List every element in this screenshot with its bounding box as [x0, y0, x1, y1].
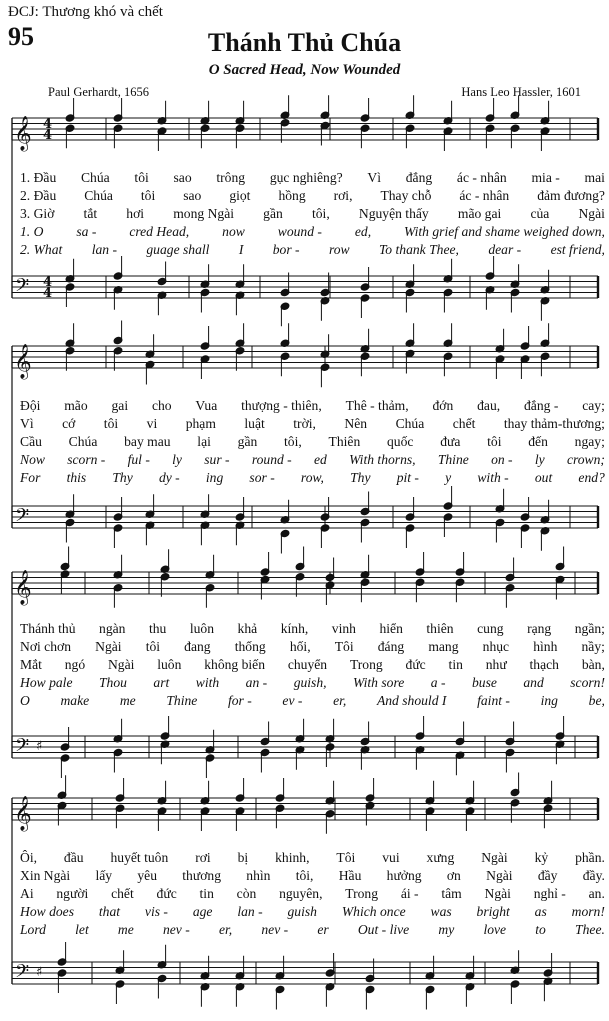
lyric-syllable: lại: [197, 434, 211, 449]
lyric-syllable: vinh: [331, 621, 356, 636]
lyric-syllable: With thorns,: [349, 452, 416, 467]
lyric-syllable: đang: [184, 639, 211, 654]
lyric-syllable: tôi,: [311, 206, 330, 221]
lyric-syllable: hơi: [126, 206, 145, 221]
lyric-syllable: bor -: [272, 242, 300, 257]
lyric-syllable: guish,: [293, 675, 327, 690]
author-credit: Paul Gerhardt, 1656: [48, 85, 150, 99]
lyric-syllable: thay thảm-thương;: [503, 416, 605, 431]
lyric-syllable: Chúa: [395, 416, 425, 431]
lyric-syllable: thu: [148, 621, 167, 636]
lyric-syllable: tôi: [145, 639, 161, 654]
lyric-syllable: rơi: [195, 850, 211, 865]
lyric-syllable: Nơi chơn: [20, 639, 71, 654]
lyric-syllable: Which once: [341, 904, 406, 919]
lyric-syllable: ing: [205, 470, 224, 485]
lyric-syllable: Chúa: [80, 170, 110, 185]
lyric-syllable: est friend,: [550, 242, 605, 257]
lyric-syllable: nghỉ -: [533, 886, 566, 901]
lyric-syllable: chuyển: [287, 657, 328, 672]
lyric-syllable: er,: [333, 693, 347, 708]
time-signature-bottom: 4: [43, 286, 53, 301]
lyric-syllable: row: [328, 242, 350, 257]
treble-clef-icon: 𝄞: [14, 116, 32, 151]
lyric-syllable: đắng: [405, 170, 433, 185]
lyric-syllable: Vì: [367, 170, 381, 185]
lyric-syllable: Ngài: [578, 206, 605, 221]
lyric-syllable: khả: [237, 621, 258, 636]
lyric-syllable: let: [75, 922, 89, 937]
lyric-syllable: crown;: [566, 452, 605, 467]
lyric-syllable: dy -: [158, 470, 180, 485]
lyric-syllable: Tôi: [334, 639, 354, 654]
lyric-syllable: ing: [540, 693, 558, 708]
lyric-syllable: đưa: [440, 434, 461, 449]
lyric-syllable: đầy.: [582, 868, 605, 883]
lyric-syllable: O: [20, 693, 30, 708]
lyric-syllable: mia -: [531, 170, 560, 185]
lyric-syllable: thiên: [426, 621, 454, 636]
lyric-syllable: scorn!: [570, 675, 605, 690]
lyric-syllable: nguyên,: [279, 886, 323, 901]
lyric-syllable: tôi,: [295, 868, 314, 883]
lyric-syllable: Ngài: [481, 850, 508, 865]
lyric-syllable: Ôi,: [20, 850, 37, 865]
time-signature-top: 4: [43, 117, 53, 132]
lyric-syllable: morn!: [571, 904, 605, 919]
lyric-syllable: bị: [237, 850, 249, 865]
bass-clef-icon: 𝄢: [15, 275, 30, 301]
lyric-syllable: Cầu: [20, 434, 42, 449]
lyric-syllable: Chúa: [68, 434, 98, 449]
lyric-syllable: vis -: [144, 904, 168, 919]
treble-clef-icon: 𝄞: [14, 796, 32, 831]
lyric-syllable: Mắt: [20, 657, 42, 672]
lyric-syllable: Trong: [349, 657, 383, 672]
lyric-syllable: đầy: [537, 868, 558, 883]
lyric-syllable: trời,: [293, 416, 316, 431]
lyric-syllable: pit -: [396, 470, 419, 485]
lyric-syllable: vui: [382, 850, 400, 865]
lyric-syllable: tâm: [441, 886, 462, 901]
lyric-syllable: cho: [151, 398, 172, 413]
lyric-syllable: Vì: [20, 416, 34, 431]
lyric-syllable: nầy;: [581, 639, 605, 654]
sharp-icon: ♯: [36, 739, 43, 754]
lyric-syllable: with -: [477, 470, 509, 485]
lyric-syllable: thống: [234, 639, 266, 654]
lyric-syllable: phạm: [185, 416, 216, 431]
lyric-syllable: hồng: [278, 188, 306, 203]
lyric-syllable: tin: [199, 886, 214, 901]
lyric-syllable: make: [60, 693, 90, 708]
lyric-syllable: out: [534, 470, 553, 485]
lyric-syllable: rạng: [527, 621, 552, 636]
lyric-line: [20, 470, 605, 486]
bass-clef-icon: 𝄢: [15, 735, 30, 761]
lyric-syllable: Đội: [20, 398, 41, 413]
lyric-syllable: nev -: [261, 922, 289, 937]
lyric-syllable: ơn: [446, 868, 461, 883]
lyric-syllable: bay mau: [124, 434, 171, 449]
lyric-line: [20, 398, 605, 414]
lyric-line: [20, 224, 605, 240]
lyric-syllable: sur -: [204, 452, 230, 467]
lyric-syllable: ly: [172, 452, 182, 467]
treble-staff: [12, 798, 598, 820]
lyric-syllable: tôi: [103, 416, 119, 431]
lyric-syllable: er: [317, 922, 329, 937]
lyric-syllable: ngàn: [99, 621, 126, 636]
lyric-syllable: Ngài: [95, 639, 122, 654]
lyric-syllable: that: [98, 904, 121, 919]
lyric-syllable: huyết tuôn: [110, 850, 169, 865]
lyric-syllable: Vua: [195, 398, 218, 413]
lyric-syllable: tôi: [487, 434, 502, 449]
lyric-syllable: age: [192, 904, 213, 919]
lyric-syllable: 1. O: [20, 224, 44, 239]
lyric-syllable: cred Head,: [129, 224, 190, 239]
lyric-syllable: ed: [313, 452, 327, 467]
lyric-syllable: With sore: [353, 675, 405, 690]
lyric-syllable: my: [438, 922, 455, 937]
lyric-syllable: Thou: [98, 675, 127, 690]
lyric-syllable: hiển: [379, 621, 403, 636]
lyric-syllable: Ngài: [484, 886, 511, 901]
bass-clef-icon: 𝄢: [15, 961, 30, 987]
bass-staff: [12, 276, 598, 298]
lyric-syllable: for -: [227, 693, 252, 708]
lyric-syllable: Thine: [166, 693, 198, 708]
lyric-syllable: kỷ: [534, 850, 549, 865]
lyric-syllable: hối,: [289, 639, 311, 654]
lyric-syllable: đảm đương?: [537, 188, 605, 203]
lyric-syllable: thạch: [529, 657, 559, 672]
lyric-syllable: gục nghiêng?: [269, 170, 343, 185]
lyric-syllable: I: [238, 242, 244, 257]
lyric-syllable: y: [445, 470, 452, 485]
lyric-line: [20, 621, 605, 637]
treble-staff: [12, 346, 598, 368]
lyric-syllable: With grief and shame weighed down,: [404, 224, 605, 239]
lyric-line: [20, 675, 605, 691]
lyric-syllable: an -: [245, 675, 268, 690]
lyric-syllable: cớ: [62, 416, 76, 431]
lyric-syllable: đớn: [432, 398, 454, 413]
lyric-syllable: ác - nhân: [456, 170, 507, 185]
time-signature-top: 4: [43, 275, 53, 290]
lyric-syllable: Trong: [345, 886, 379, 901]
lyric-line: [20, 452, 605, 468]
lyric-syllable: Chúa: [84, 188, 113, 203]
lyric-syllable: 2. What: [20, 242, 63, 257]
lyric-syllable: nhục: [482, 639, 510, 654]
lyric-syllable: thượng - thiên,: [241, 398, 322, 413]
lyric-line: [20, 416, 605, 432]
lyric-syllable: cung: [477, 621, 504, 636]
lyric-syllable: Thine: [437, 452, 469, 467]
lyric-syllable: art: [153, 675, 170, 690]
lyric-line: [20, 886, 605, 902]
lyric-syllable: bright: [476, 904, 510, 919]
lyric-line: [20, 657, 605, 673]
lyric-syllable: 2. Đầu: [20, 188, 57, 203]
lyric-syllable: đầu: [63, 850, 84, 865]
lyric-syllable: To thank Thee,: [379, 242, 459, 257]
lyric-syllable: 3. Giờ: [20, 206, 55, 221]
lyric-syllable: guage shall: [146, 242, 210, 257]
lyric-syllable: luôn: [157, 657, 182, 672]
lyric-syllable: nev -: [162, 922, 190, 937]
lyric-syllable: vi: [146, 416, 158, 431]
lyric-syllable: Thánh thủ: [20, 621, 76, 636]
lyric-syllable: an.: [588, 886, 605, 901]
lyric-syllable: kính,: [280, 621, 309, 636]
lyric-syllable: to: [535, 922, 546, 937]
lyric-syllable: mão gai: [457, 206, 502, 221]
hymn-number: 95: [8, 22, 34, 51]
lyric-syllable: For: [20, 470, 41, 485]
lyric-syllable: And should I: [376, 693, 447, 708]
lyric-syllable: Hầu: [338, 868, 362, 883]
lyric-syllable: tôi: [134, 170, 149, 185]
lyric-syllable: er,: [218, 922, 233, 937]
lyric-line: [20, 434, 605, 450]
lyric-syllable: như: [485, 657, 507, 672]
lyric-syllable: Nguyện thấy: [358, 206, 429, 221]
lyric-syllable: gần: [237, 434, 258, 449]
lyric-line: [20, 868, 605, 884]
lyric-line: [20, 242, 605, 258]
lyric-syllable: đến: [528, 434, 548, 449]
treble-clef-icon: 𝄞: [14, 570, 32, 605]
lyric-syllable: đáng: [377, 639, 405, 654]
lyric-syllable: Ngài: [486, 868, 513, 883]
lyric-syllable: hưởng: [386, 868, 422, 883]
lyric-syllable: guish: [287, 904, 317, 919]
bass-clef-icon: 𝄢: [15, 505, 30, 531]
lyric-syllable: row,: [300, 470, 324, 485]
composer-credit: Hans Leo Hassler, 1601: [461, 85, 581, 99]
lyric-line: [20, 188, 605, 204]
lyric-syllable: me: [119, 693, 136, 708]
lyric-syllable: Out - live: [357, 922, 410, 937]
lyric-syllable: mai: [584, 170, 605, 185]
hymn-subtitle: O Sacred Head, Now Wounded: [208, 62, 401, 78]
lyric-syllable: Thiên: [328, 434, 361, 449]
treble-clef-icon: 𝄞: [14, 344, 32, 379]
lyric-syllable: be,: [588, 693, 605, 708]
lyric-syllable: How pale: [20, 675, 73, 690]
lyric-syllable: buse: [471, 675, 497, 690]
lyric-syllable: ngần;: [574, 621, 605, 636]
lyric-syllable: tin: [448, 657, 463, 672]
lyric-syllable: with: [195, 675, 220, 690]
lyric-syllable: ái -: [400, 886, 419, 901]
lyric-syllable: xưng: [426, 850, 455, 865]
lyric-syllable: mong Ngài: [173, 206, 235, 221]
lyric-syllable: sao: [173, 170, 192, 185]
lyric-syllable: mão: [64, 398, 88, 413]
lyric-syllable: đau,: [477, 398, 501, 413]
lyric-syllable: Thy: [350, 470, 371, 485]
lyric-syllable: chết: [111, 886, 134, 901]
lyric-syllable: faint -: [477, 693, 510, 708]
lyric-syllable: sor -: [249, 470, 275, 485]
lyric-syllable: this: [66, 470, 87, 485]
lyric-syllable: 1. Đầu: [20, 170, 57, 185]
lyric-syllable: ác - nhân: [459, 188, 510, 203]
lyric-syllable: scorn -: [67, 452, 106, 467]
lyric-line: [20, 639, 605, 655]
lyric-syllable: ful -: [127, 452, 150, 467]
lyric-syllable: sa -: [76, 224, 97, 239]
bass-staff: [12, 506, 598, 528]
lyric-syllable: Ai: [20, 886, 34, 901]
lyric-syllable: Thê - thảm,: [345, 398, 409, 413]
lyric-syllable: tôi: [140, 188, 156, 203]
lyric-line: [20, 922, 605, 938]
lyric-syllable: thương: [182, 868, 221, 883]
lyric-syllable: rơi,: [333, 188, 353, 203]
hymn-title: Thánh Thủ Chúa: [207, 28, 402, 57]
lyric-syllable: của: [530, 206, 550, 221]
lyric-syllable: Now: [20, 452, 45, 467]
lyric-syllable: Tôi: [336, 850, 356, 865]
lyric-syllable: Nên: [344, 416, 368, 431]
lyric-syllable: as: [534, 904, 547, 919]
category-label: ĐCJ: Thương khó và chết: [8, 4, 163, 20]
lyric-syllable: was: [430, 904, 452, 919]
lyric-syllable: now: [222, 224, 245, 239]
lyric-syllable: me: [117, 922, 134, 937]
lyric-syllable: tắt: [83, 206, 98, 221]
lyric-syllable: cay;: [582, 398, 605, 413]
treble-staff: [12, 118, 598, 140]
lyric-syllable: love: [483, 922, 507, 937]
lyric-syllable: yêu: [137, 868, 157, 883]
lyric-syllable: luôn: [189, 621, 215, 636]
lyric-syllable: hình: [533, 639, 558, 654]
lyric-syllable: bàn,: [581, 657, 605, 672]
lyric-syllable: đức: [156, 886, 177, 901]
lyric-syllable: and: [523, 675, 544, 690]
lyric-syllable: ngó: [64, 657, 86, 672]
lyric-syllable: sao: [183, 188, 202, 203]
lyric-syllable: trông: [216, 170, 246, 185]
lyric-syllable: Thee.: [575, 922, 605, 937]
lyric-syllable: phần.: [575, 850, 605, 865]
lyric-syllable: người: [56, 886, 89, 901]
lyric-line: [20, 170, 605, 186]
lyric-syllable: dear -: [488, 242, 522, 257]
lyric-syllable: Xin Ngài: [20, 868, 71, 883]
lyric-syllable: gai: [111, 398, 129, 413]
lyric-syllable: chết: [452, 416, 476, 431]
lyric-syllable: Ngài: [107, 657, 135, 672]
lyric-syllable: Lord: [20, 922, 46, 937]
lyric-syllable: tôi,: [284, 434, 302, 449]
lyric-syllable: luật: [244, 416, 265, 431]
lyric-syllable: khinh,: [275, 850, 310, 865]
lyric-line: [20, 850, 605, 866]
lyric-syllable: không biến: [204, 657, 266, 672]
lyric-syllable: lan -: [91, 242, 117, 257]
lyric-syllable: đắng -: [524, 398, 559, 413]
lyric-syllable: on -: [491, 452, 513, 467]
time-signature-bottom: 4: [43, 128, 53, 143]
lyric-line: [20, 206, 605, 222]
lyric-syllable: mang: [428, 639, 459, 654]
lyric-syllable: wound -: [277, 224, 322, 239]
lyric-syllable: Thy: [112, 470, 133, 485]
lyric-syllable: ngay;: [574, 434, 605, 449]
lyric-syllable: Thay chỗ: [380, 188, 432, 203]
lyric-syllable: lan -: [237, 904, 263, 919]
lyric-line: [20, 904, 605, 920]
lyric-syllable: ly: [534, 452, 545, 467]
lyric-line: [20, 693, 605, 709]
bass-staff: [12, 962, 598, 984]
lyric-syllable: gần: [263, 206, 283, 221]
lyric-syllable: nhìn: [246, 868, 271, 883]
lyric-syllable: end?: [578, 470, 605, 485]
sharp-icon: ♯: [36, 965, 43, 980]
lyric-syllable: còn: [236, 886, 257, 901]
lyric-syllable: How does: [20, 904, 74, 919]
lyric-syllable: quốc: [387, 434, 414, 449]
lyric-syllable: a -: [430, 675, 446, 690]
lyric-syllable: giọt: [229, 188, 251, 203]
lyric-syllable: ev -: [282, 693, 303, 708]
lyric-syllable: lấy: [95, 868, 113, 883]
lyric-syllable: round -: [251, 452, 292, 467]
lyric-syllable: ed,: [354, 224, 372, 239]
lyric-syllable: đức: [405, 657, 426, 672]
